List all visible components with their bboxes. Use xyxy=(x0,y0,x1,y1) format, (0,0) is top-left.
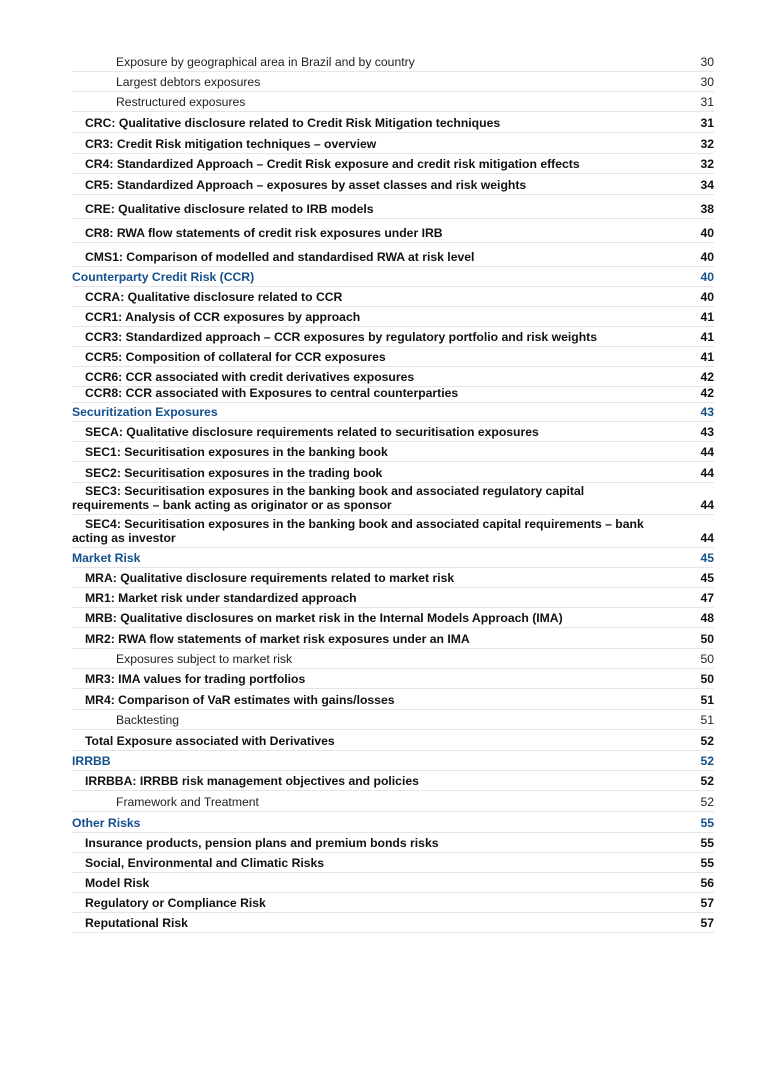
toc-entry[interactable] xyxy=(72,367,714,387)
toc-entry-title: Regulatory or Compliance Risk xyxy=(85,896,266,910)
toc-entry-title: Other Risks xyxy=(72,816,141,830)
toc-entry-title: CCRA: Qualitative disclosure related to CCR xyxy=(85,290,343,304)
toc-entry-title: CCR6: CCR associated with credit derivatives exposures xyxy=(85,370,415,384)
toc-subentry[interactable] xyxy=(72,791,714,812)
toc-entry-title: SECA: Qualitative disclosure requirements related to securitisation exposures xyxy=(85,425,539,439)
toc-entry[interactable] xyxy=(72,913,714,933)
toc-entry-title: CR8: RWA flow statements of credit risk exposures under IRB xyxy=(85,226,443,240)
toc-subentry[interactable] xyxy=(72,52,714,72)
toc-entry-title: Securitization Exposures xyxy=(72,405,218,419)
toc-entry-title: SEC3: Securitisation exposures in the banking book and associated regulatory capital requirements – bank acting as originator or as sponsor xyxy=(72,484,585,512)
toc-entry-page-number: 41 xyxy=(700,350,714,364)
toc-entry-page-number: 44 xyxy=(700,498,714,512)
toc-entry-page-number: 40 xyxy=(700,270,714,284)
toc-entry-title: IRRBB xyxy=(72,754,111,768)
toc-entry[interactable] xyxy=(72,327,714,347)
toc-entry-page-number: 45 xyxy=(700,551,714,565)
toc-entry[interactable] xyxy=(72,588,714,608)
toc-section[interactable] xyxy=(72,751,714,771)
toc-entry-title: Counterparty Credit Risk (CCR) xyxy=(72,270,255,284)
toc-entry-page-number: 51 xyxy=(700,713,714,727)
toc-entry-page-number: 52 xyxy=(700,795,714,809)
toc-entry-page-number: 42 xyxy=(700,386,714,400)
toc-entry-page-number: 56 xyxy=(700,876,714,890)
toc-entry-title: IRRBBA: IRRBB risk management objectives and policies xyxy=(85,774,419,788)
toc-entry[interactable] xyxy=(72,568,714,588)
toc-entry[interactable] xyxy=(72,730,714,751)
toc-entry-title: CR3: Credit Risk mitigation techniques – overview xyxy=(85,137,377,151)
toc-entry-page-number: 57 xyxy=(700,896,714,910)
toc-entry-title: MR1: Market risk under standardized approach xyxy=(85,591,357,605)
toc-entry-title: CRC: Qualitative disclosure related to Credit Risk Mitigation techniques xyxy=(85,116,501,130)
toc-entry-title: MR3: IMA values for trading portfolios xyxy=(85,672,306,686)
toc-entry-title: SEC2: Securitisation exposures in the trading book xyxy=(85,466,383,480)
toc-entry-page-number: 45 xyxy=(700,571,714,585)
toc-entry-page-number: 30 xyxy=(700,55,714,69)
toc-entry[interactable] xyxy=(72,483,714,515)
toc-entry[interactable] xyxy=(72,195,714,219)
toc-entry-page-number: 40 xyxy=(700,226,714,240)
toc-entry-page-number: 50 xyxy=(700,632,714,646)
toc-entry-title: SEC4: Securitisation exposures in the banking book and associated capital requirements – bank acting as investor xyxy=(72,517,644,545)
toc-section[interactable] xyxy=(72,403,714,422)
toc-entry-page-number: 41 xyxy=(700,330,714,344)
toc-entry[interactable] xyxy=(72,287,714,307)
table-of-contents xyxy=(72,52,714,933)
toc-entry-title: Framework and Treatment xyxy=(116,795,259,809)
toc-entry-title: Restructured exposures xyxy=(116,95,246,109)
toc-entry[interactable] xyxy=(72,462,714,483)
toc-entry[interactable] xyxy=(72,307,714,327)
toc-entry-title: Backtesting xyxy=(116,713,180,727)
toc-entry-page-number: 30 xyxy=(700,75,714,89)
toc-subentry[interactable] xyxy=(72,92,714,112)
toc-entry-page-number: 31 xyxy=(700,116,714,130)
toc-entry[interactable] xyxy=(72,669,714,689)
toc-entry-title: Social, Environmental and Climatic Risks xyxy=(85,856,325,870)
toc-entry[interactable] xyxy=(72,174,714,195)
toc-entry-page-number: 57 xyxy=(700,916,714,930)
toc-entry[interactable] xyxy=(72,608,714,628)
toc-entry-title: MRA: Qualitative disclosure requirements related to market risk xyxy=(85,571,455,585)
toc-entry-page-number: 38 xyxy=(700,202,714,216)
toc-entry-page-number: 44 xyxy=(700,466,714,480)
toc-entry[interactable] xyxy=(72,442,714,462)
toc-entry-page-number: 43 xyxy=(700,405,714,419)
toc-subentry[interactable] xyxy=(72,710,714,730)
toc-entry-title: CCR5: Composition of collateral for CCR exposures xyxy=(85,350,386,364)
toc-entry-title: MR4: Comparison of VaR estimates with gains/losses xyxy=(85,693,395,707)
toc-entry-title: CCR3: Standardized approach – CCR exposures by regulatory portfolio and risk weights xyxy=(85,330,597,344)
toc-entry-page-number: 55 xyxy=(700,836,714,850)
toc-entry[interactable] xyxy=(72,347,714,367)
toc-entry-title: Total Exposure associated with Derivatives xyxy=(85,734,335,748)
toc-entry[interactable] xyxy=(72,771,714,791)
toc-section[interactable] xyxy=(72,548,714,568)
toc-entry-page-number: 32 xyxy=(700,137,714,151)
toc-entry[interactable] xyxy=(72,893,714,913)
toc-entry[interactable] xyxy=(72,219,714,243)
toc-entry-title: Exposures subject to market risk xyxy=(116,652,293,666)
toc-entry-page-number: 55 xyxy=(700,816,714,830)
toc-entry[interactable] xyxy=(72,112,714,133)
toc-entry-title: Reputational Risk xyxy=(85,916,188,930)
toc-entry-title: CR5: Standardized Approach – exposures by asset classes and risk weights xyxy=(85,178,527,192)
toc-entry-title: Largest debtors exposures xyxy=(116,75,261,89)
toc-entry[interactable] xyxy=(72,689,714,710)
toc-entry-title: Exposure by geographical area in Brazil and by country xyxy=(116,55,415,69)
toc-entry[interactable] xyxy=(72,853,714,873)
toc-entry[interactable] xyxy=(72,243,714,267)
toc-entry-title: Market Risk xyxy=(72,551,141,565)
toc-entry-page-number: 34 xyxy=(700,178,714,192)
toc-entry[interactable] xyxy=(72,833,714,853)
toc-entry[interactable] xyxy=(72,387,714,403)
toc-entry-page-number: 44 xyxy=(700,445,714,459)
toc-entry-title: SEC1: Securitisation exposures in the banking book xyxy=(85,445,388,459)
toc-entry-page-number: 40 xyxy=(700,250,714,264)
toc-entry-title: CR4: Standardized Approach – Credit Risk exposure and credit risk mitigation effects xyxy=(85,157,580,171)
toc-entry-title: CCR1: Analysis of CCR exposures by approach xyxy=(85,310,361,324)
toc-entry-title: CRE: Qualitative disclosure related to IRB models xyxy=(85,202,374,216)
toc-entry-title: Insurance products, pension plans and premium bonds risks xyxy=(85,836,439,850)
toc-entry-page-number: 51 xyxy=(700,693,714,707)
toc-entry[interactable] xyxy=(72,515,714,548)
toc-entry[interactable] xyxy=(72,628,714,649)
toc-subentry[interactable] xyxy=(72,649,714,669)
toc-entry-title: CCR8: CCR associated with Exposures to central counterparties xyxy=(85,386,459,400)
toc-entry-page-number: 50 xyxy=(700,672,714,686)
toc-entry-title: MR2: RWA flow statements of market risk exposures under an IMA xyxy=(85,632,470,646)
toc-entry-page-number: 47 xyxy=(700,591,714,605)
toc-entry-page-number: 52 xyxy=(700,774,714,788)
toc-entry-page-number: 31 xyxy=(700,95,714,109)
toc-section[interactable] xyxy=(72,267,714,287)
toc-entry[interactable] xyxy=(72,133,714,154)
toc-subentry[interactable] xyxy=(72,72,714,92)
toc-entry-title: CMS1: Comparison of modelled and standardised RWA at risk level xyxy=(85,250,475,264)
toc-entry-page-number: 40 xyxy=(700,290,714,304)
toc-entry-page-number: 55 xyxy=(700,856,714,870)
toc-entry-page-number: 32 xyxy=(700,157,714,171)
toc-entry[interactable] xyxy=(72,154,714,174)
toc-entry-title: Model Risk xyxy=(85,876,150,890)
toc-entry-page-number: 50 xyxy=(700,652,714,666)
toc-entry-page-number: 41 xyxy=(700,310,714,324)
toc-entry-page-number: 52 xyxy=(700,734,714,748)
toc-section[interactable] xyxy=(72,812,714,833)
toc-entry-title: MRB: Qualitative disclosures on market risk in the Internal Models Approach (IMA) xyxy=(85,611,563,625)
toc-entry-page-number: 43 xyxy=(700,425,714,439)
toc-entry-page-number: 42 xyxy=(700,370,714,384)
toc-entry[interactable] xyxy=(72,873,714,893)
toc-entry-page-number: 52 xyxy=(700,754,714,768)
toc-entry[interactable] xyxy=(72,422,714,442)
toc-entry-page-number: 48 xyxy=(700,611,714,625)
toc-entry-page-number: 44 xyxy=(700,531,714,545)
